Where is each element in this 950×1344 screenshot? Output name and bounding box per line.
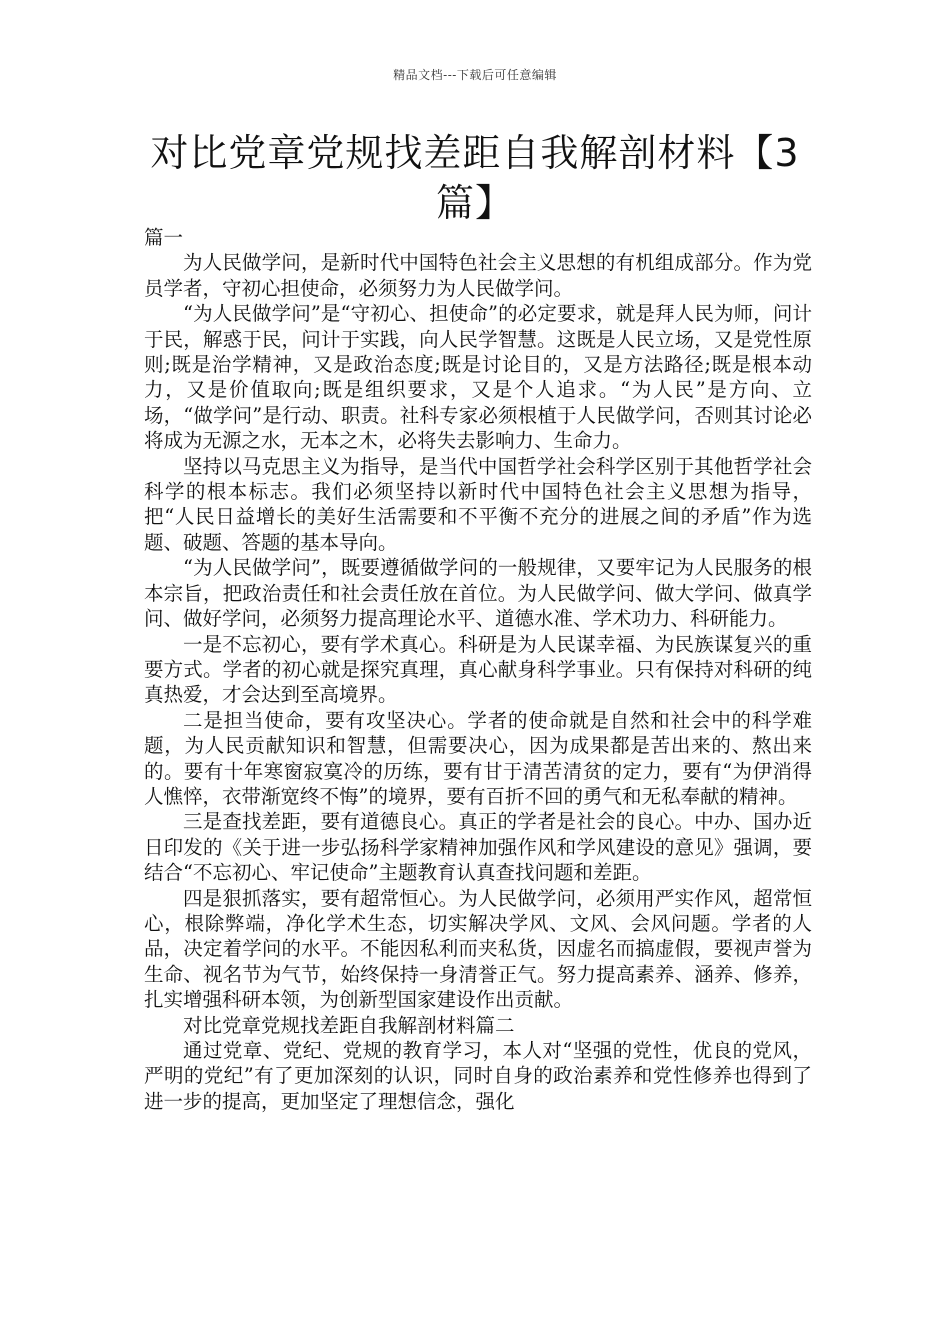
document-body: [144, 225, 812, 1114]
paragraph: “为人民做学问”是“守初心、担使命”的必定要求，就是拜人民为师，问计于民，解惑于民，问计于实践，向人民学智慧。这既是人民立场，又是党性原则;既是治学精神，又是政治态度;既是讨论目的，又是方法路径;既是根本动力，又是价值取向;既是组织要求，又是个人追求。“为人民”是方向、立场，“做学问”是行动、职责。社科专家必须根植于人民做学问，否则其讨论必将成为无源之水，无本之木，必将失去影响力、生命力。: [144, 302, 812, 453]
paragraph: 坚持以马克思主义为指导，是当代中国哲学社会科学区别于其他哲学社会科学的根本标志。我们必须坚持以新时代中国特色社会主义思想为指导，把“人民日益增长的美好生活需要和不平衡不充分的进展之间的矛盾”作为选题、破题、答题的基本导向。: [144, 454, 812, 554]
paragraph: 为人民做学问，是新时代中国特色社会主义思想的有机组成部分。作为党员学者，守初心担使命，必须努力为人民做学问。: [144, 251, 812, 300]
section-subheading: 对比党章党规找差距自我解剖材料篇二: [183, 1013, 515, 1037]
page-title: 对比党章党规找差距自我解剖材料【3篇】: [150, 131, 800, 225]
paragraph: 二是担当使命，要有攻坚决心。学者的使命就是自然和社会中的科学难题，为人民贡献知识和智慧，但需要决心，因为成果都是苦出来的、熬出来的。要有十年寒窗寂寞冷的历练，要有甘于清苦清贫的定力，要有“为伊消得人憔悴，衣带渐宽终不悔”的境界，要有百折不回的勇气和无私奉献的精神。: [144, 708, 812, 808]
section-label: 篇一: [144, 226, 184, 249]
paragraph: 通过党章、党纪、党规的教育学习，本人对“坚强的党性，优良的党风，严明的党纪”有了更加深刻的认识，同时自身的政治素养和党性修养也得到了进一步的提高，更加坚定了理想信念，强化: [144, 1039, 812, 1113]
paragraph: 三是查找差距，要有道德良心。真正的学者是社会的良心。中办、国办近日印发的《关于进一步弘扬科学家精神加强作风和学风建设的意见》强调，要结合“不忘初心、牢记使命”主题教育认真查找问题和差距。: [144, 810, 812, 885]
header-note: 精品文档---下载后可任意编辑: [393, 68, 557, 82]
paragraph: “为人民做学问”，既要遵循做学问的一般规律，又要牢记为人民服务的根本宗旨，把政治责任和社会责任放在首位。为人民做学问、做大学问、做真学问、做好学问，必须努力提高理论水平、道德水准、学术功力、科研能力。: [144, 556, 812, 631]
paragraph: 一是不忘初心，要有学术真心。科研是为人民谋幸福、为民族谋复兴的重要方式。学者的初心就是探究真理，真心献身科学事业。只有保持对科研的纯真热爱，才会达到至高境界。: [144, 632, 812, 707]
paragraph: 四是狠抓落实，要有超常恒心。为人民做学问，必须用严实作风，超常恒心，根除弊端，净化学术生态，切实解决学风、文风、会风问题。学者的人品，决定着学问的水平。不能因私利而夹私货，因虚名而搞虚假，要视声誉为生命、视名节为气节，始终保持一身清誉正气。努力提高素养、涵养、修养，扎实增强科研本领，为创新型国家建设作出贡献。: [144, 886, 812, 1012]
